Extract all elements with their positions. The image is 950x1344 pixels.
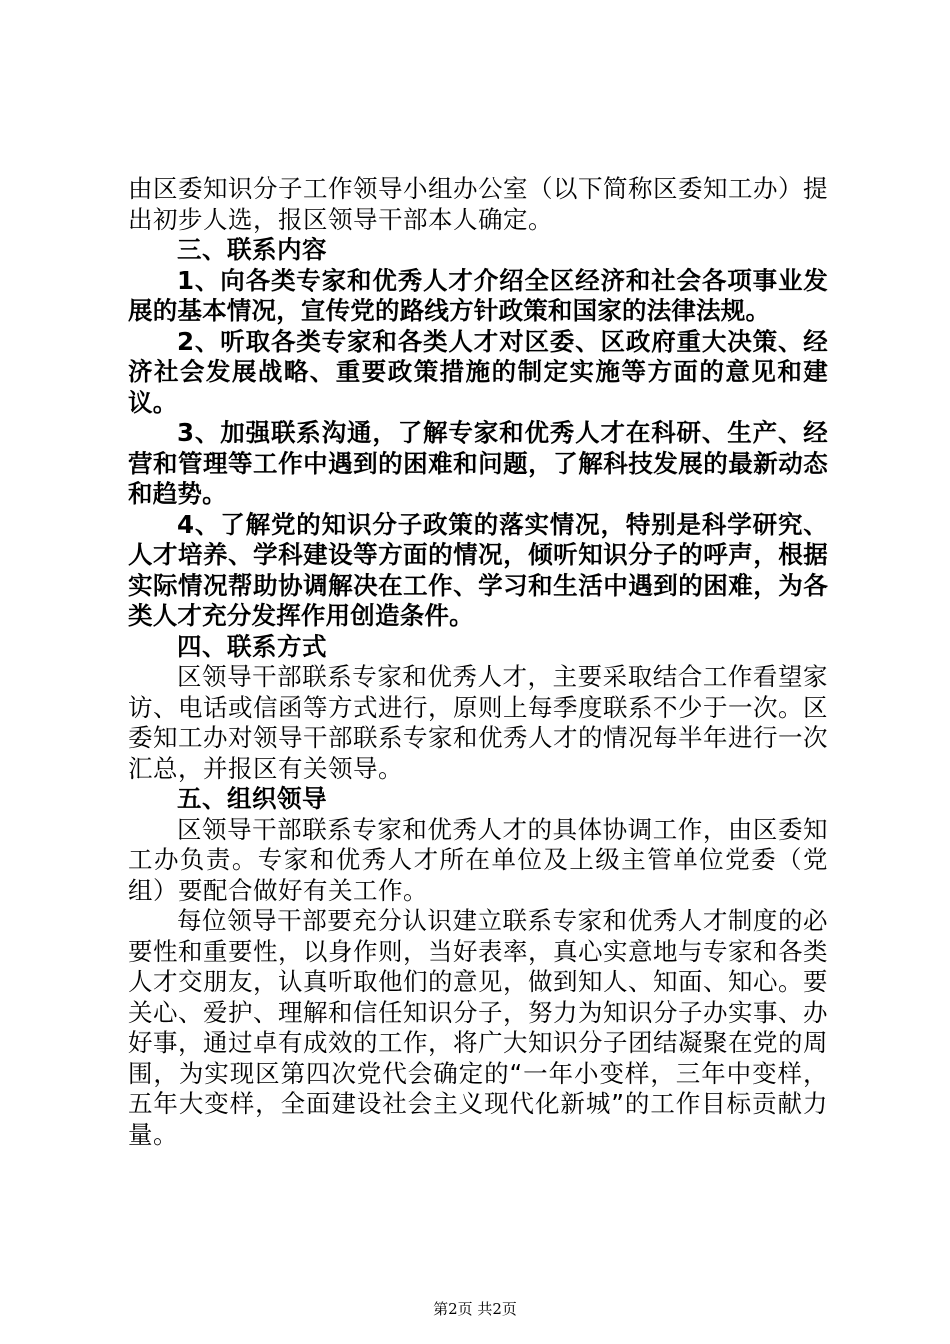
paragraph-item-2: 2、听取各类专家和各类人才对区委、区政府重大决策、经济社会发展战略、重要政策措施的制定实施等方面的意见和建议。	[128, 326, 828, 417]
paragraph-item-1: 1、向各类专家和优秀人才介绍全区经济和社会各项事业发展的基本情况，宣传党的路线方针政策和国家的法律法规。	[128, 265, 828, 325]
paragraph-item-3: 3、加强联系沟通，了解专家和优秀人才在科研、生产、经营和管理等工作中遇到的困难和问题，了解科技发展的最新动态和趋势。	[128, 418, 828, 508]
section-heading-contact-method: 四、联系方式	[177, 631, 327, 661]
document-body	[128, 174, 828, 1150]
paragraph-contact-method: 区领导干部联系专家和优秀人才，主要采取结合工作看望家访、电话或信函等方式进行，原则上每季度联系不少于一次。区委知工办对领导干部联系专家和优秀人才的情况每半年进行一次汇总，并报区有关领导。	[128, 662, 828, 783]
section-heading-contact-content: 三、联系内容	[177, 235, 327, 264]
paragraph-intro: 由区委知识分子工作领导小组办公室（以下简称区委知工办）提出初步人选，报区领导干部本人确定。	[128, 174, 828, 234]
page-number-footer: 第2页 共2页	[433, 1300, 517, 1318]
paragraph-item-4: 4、了解党的知识分子政策的落实情况，特别是科学研究、人才培养、学科建设等方面的情况，倾听知识分子的呼声，根据实际情况帮助协调解决在工作、学习和生活中遇到的困难，为各类人才充分发挥作用创造条件。	[128, 509, 828, 630]
paragraph-closing: 每位领导干部要充分认识建立联系专家和优秀人才制度的必要性和重要性，以身作则，当好表率，真心实意地与专家和各类人才交朋友，认真听取他们的意见，做到知人、知面、知心。要关心、爱护、理解和信任知识分子，努力为知识分子办实事、办好事，通过卓有成效的工作，将广大知识分子团结凝聚在党的周围，为实现区第四次党代会确定的“一年小变样，三年中变样，五年大变样，全面建设社会主义现代化新城”的工作目标贡献力量。	[128, 906, 828, 1149]
paragraph-coordination: 区领导干部联系专家和优秀人才的具体协调工作，由区委知工办负责。专家和优秀人才所在单位及上级主管单位党委（党组）要配合做好有关工作。	[128, 814, 828, 905]
section-heading-organization: 五、组织领导	[177, 784, 327, 813]
